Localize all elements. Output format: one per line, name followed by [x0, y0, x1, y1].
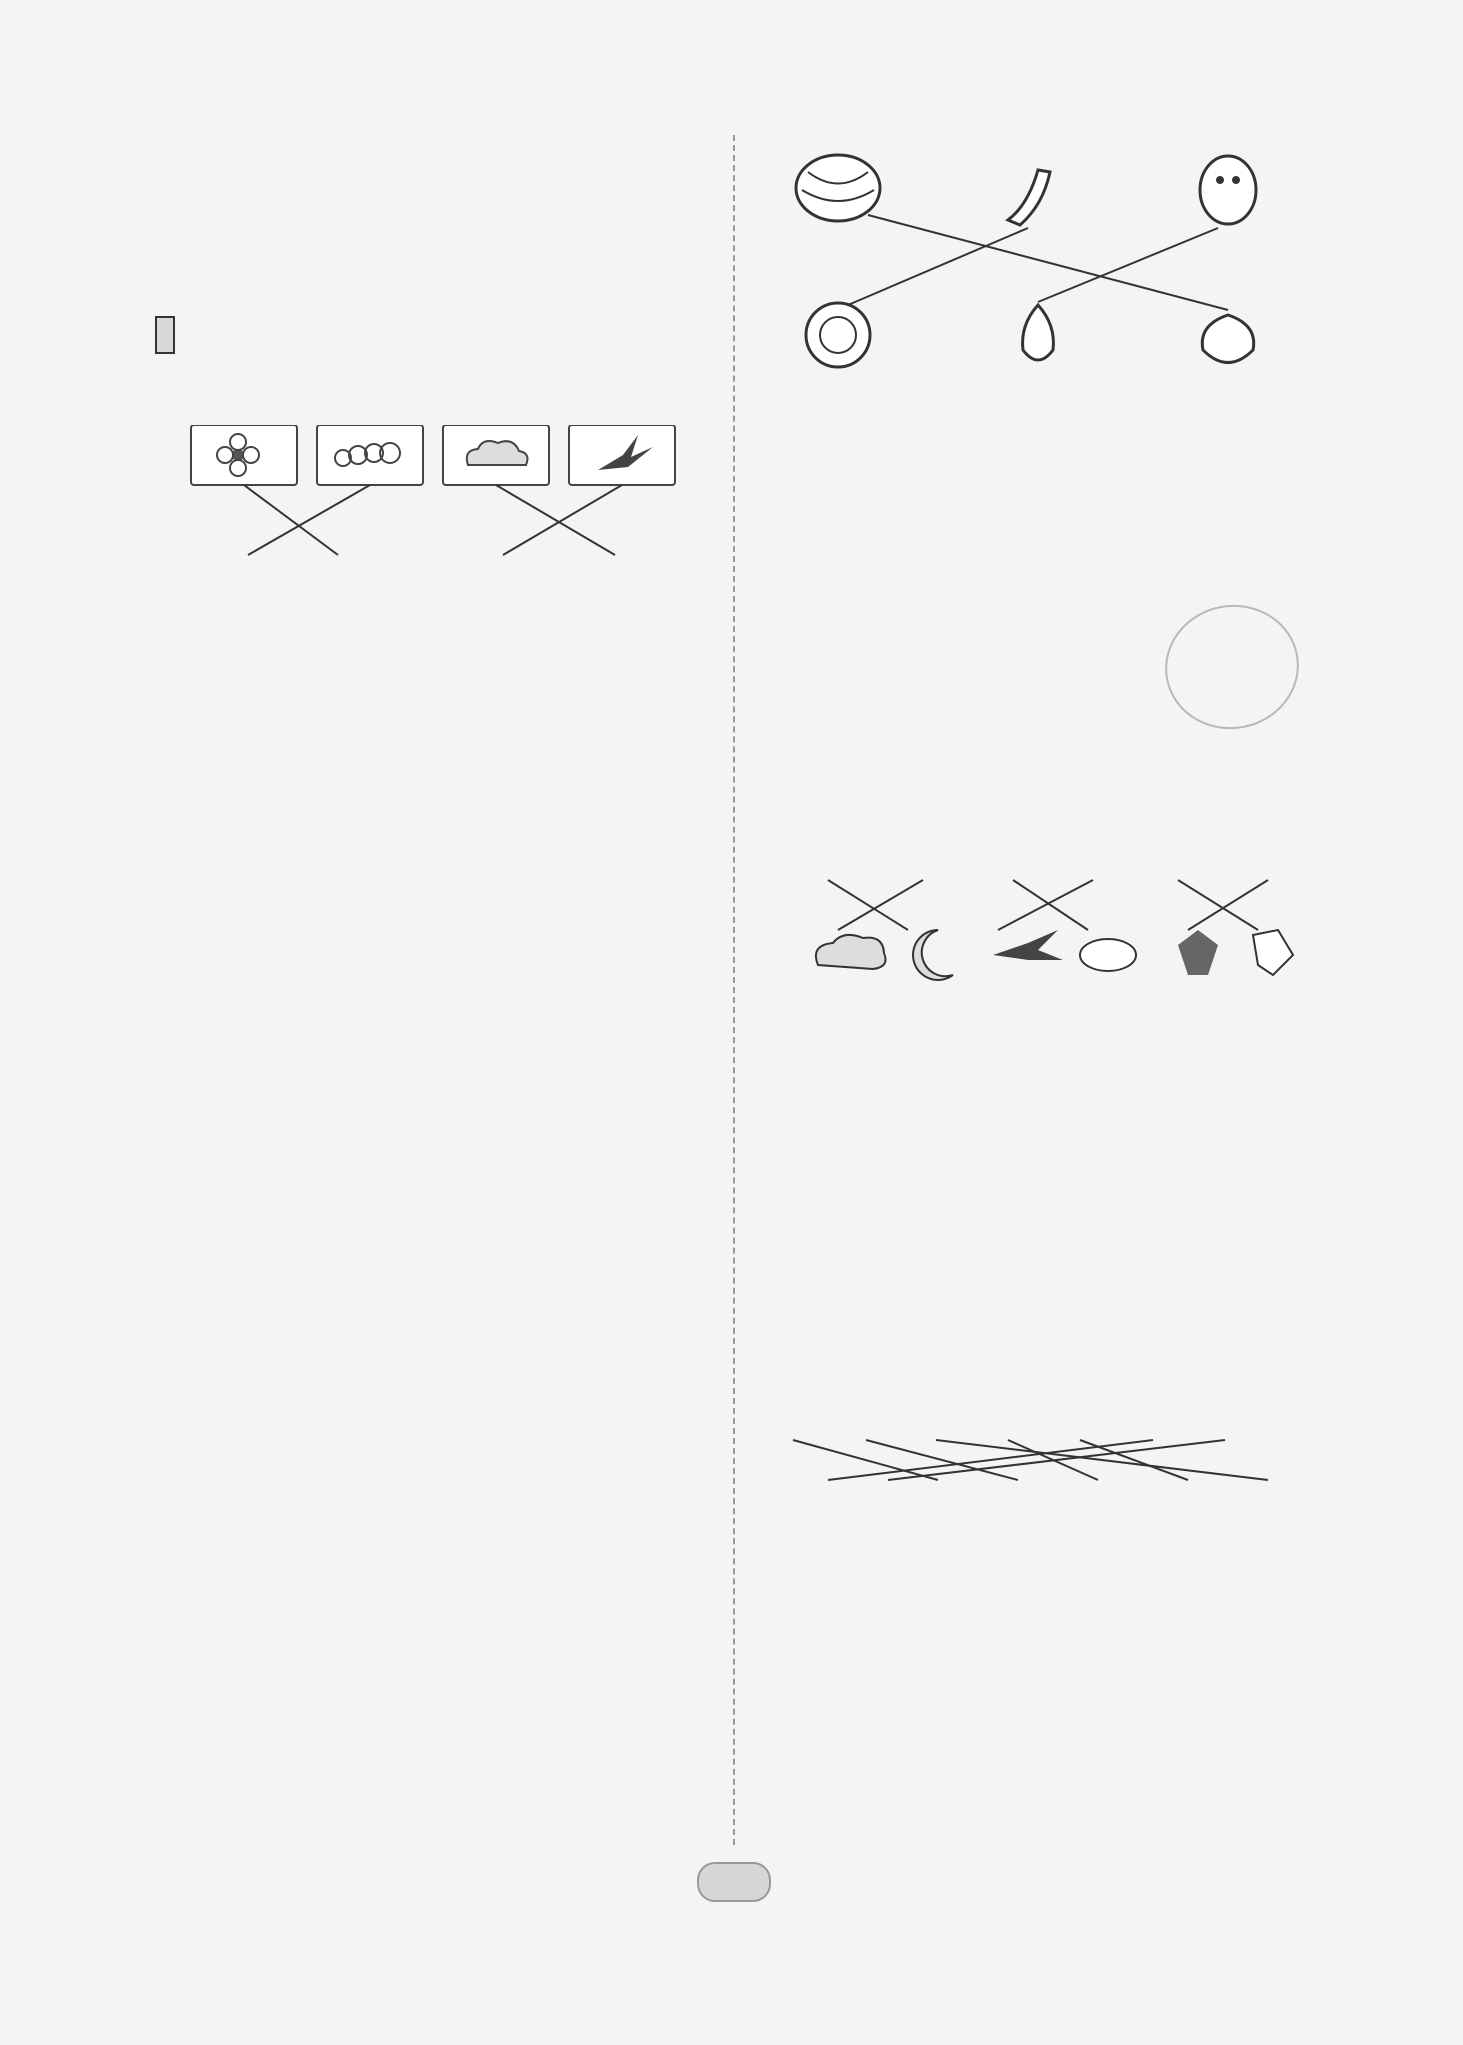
match-line — [503, 485, 622, 555]
match-line — [848, 228, 1028, 305]
syllable-matching-diagram — [788, 835, 1318, 985]
match-line — [793, 1440, 938, 1480]
penguin-icon — [1200, 156, 1256, 224]
pear-icon — [1023, 305, 1054, 360]
watermelon-icon — [796, 155, 880, 221]
match-line — [838, 880, 923, 930]
match-line — [244, 485, 338, 555]
match-line — [868, 215, 1228, 310]
page-number — [697, 1862, 771, 1902]
celery-icon — [1008, 170, 1050, 225]
match-line — [998, 880, 1093, 930]
lion-icon — [806, 303, 870, 367]
stamp-line — [1160, 608, 1288, 631]
stamp — [1155, 594, 1308, 739]
match-line — [1188, 880, 1268, 930]
caterpillar-picture-box — [317, 425, 423, 485]
eagle-icon — [1253, 930, 1293, 975]
cloud-icon — [816, 935, 886, 969]
column-divider — [733, 135, 735, 1845]
match-line — [1038, 228, 1218, 302]
leaf-icon — [1178, 930, 1218, 975]
peach-icon — [1202, 315, 1253, 363]
character-pinyin-matching-diagram — [788, 1400, 1318, 1510]
match-line — [1178, 880, 1258, 930]
fruit-animal-matching-diagram — [788, 150, 1308, 390]
unit1-matching-diagram — [183, 425, 703, 625]
section-tag — [155, 316, 175, 354]
bird-picture-box — [569, 425, 675, 485]
swallow-icon — [993, 930, 1063, 960]
frog-icon — [1080, 939, 1136, 971]
match-line — [828, 880, 908, 930]
stamp-line — [1160, 608, 1288, 631]
match-line — [248, 485, 370, 555]
moon-icon — [913, 930, 953, 980]
stamp-line — [1160, 608, 1288, 631]
match-line — [496, 485, 615, 555]
